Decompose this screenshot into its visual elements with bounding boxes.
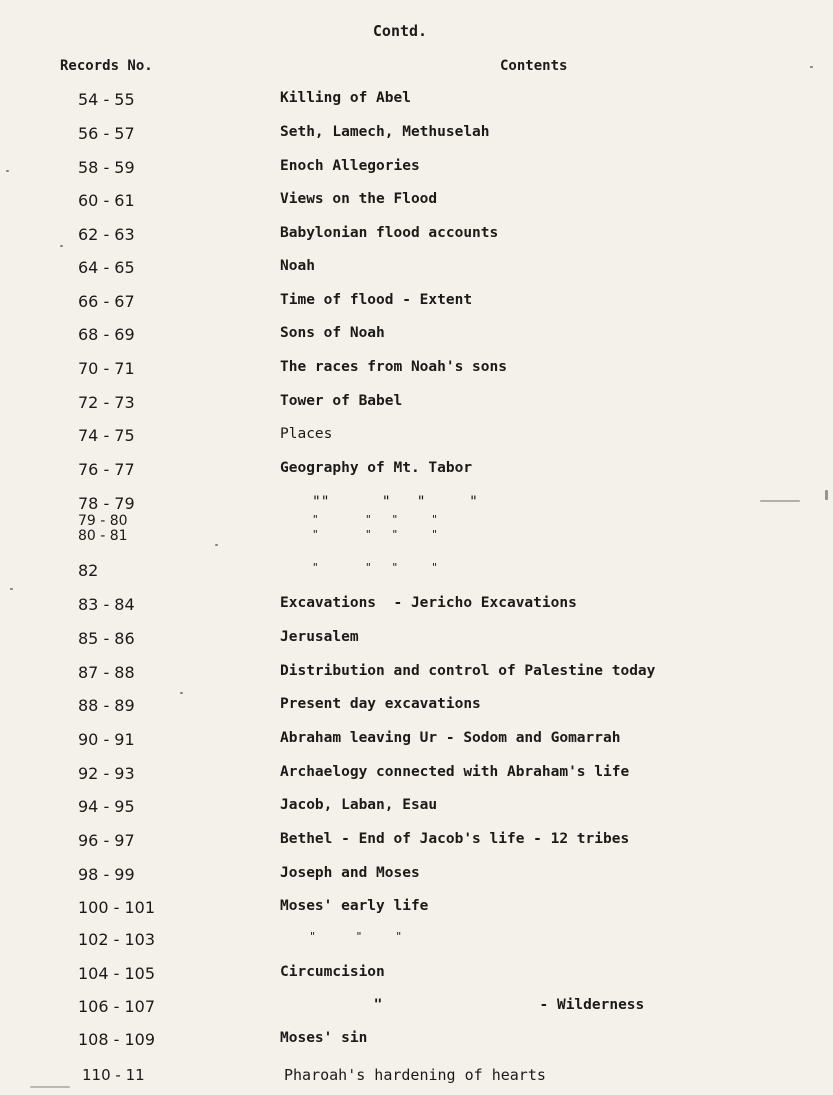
record-number: 54 - 55 [78,90,135,109]
scan-speck [810,66,813,68]
table-row [0,158,833,180]
record-contents: Circumcision [280,964,385,980]
table-row [0,225,833,247]
record-contents: Abraham leaving Ur - Sodom and Gomarrah [280,730,621,746]
table-row [0,797,833,819]
table-row [0,124,833,146]
table-row [0,930,833,952]
record-number: 64 - 65 [78,258,135,277]
record-number: 106 - 107 [78,997,156,1016]
scan-speck [180,692,183,694]
record-contents: "" " " " [312,494,478,510]
table-row [0,865,833,887]
record-number: 60 - 61 [78,191,135,210]
record-contents: Moses' early life [280,898,429,914]
table-row [0,764,833,786]
record-contents: The races from Noah's sons [280,359,507,375]
record-number: 100 - 101 [78,898,156,917]
record-contents: Present day excavations [280,696,481,712]
record-number: 66 - 67 [78,292,135,311]
table-row [0,730,833,752]
table-row [0,629,833,651]
record-number: 92 - 93 [78,764,135,783]
records-header: Records No. [60,58,153,74]
table-row [0,561,833,583]
record-contents: Jacob, Laban, Esau [280,797,438,813]
record-number: 68 - 69 [78,325,135,344]
record-number: 88 - 89 [78,696,135,715]
record-contents: Excavations - Jericho Excavations [280,595,577,611]
record-number: 96 - 97 [78,831,135,850]
record-number: 76 - 77 [78,460,135,479]
record-number: 62 - 63 [78,225,135,244]
record-contents: " " " " [312,528,438,541]
record-contents: Distribution and control of Palestine today [280,663,656,679]
record-number: 85 - 86 [78,629,135,648]
record-contents: Seth, Lamech, Methuselah [280,124,490,140]
table-row [0,595,833,617]
record-contents: Killing of Abel [280,90,411,106]
scan-speck [215,544,218,546]
record-contents: Geography of Mt. Tabor [280,460,473,476]
record-number: 83 - 84 [78,595,135,614]
record-number: 94 - 95 [78,797,135,816]
table-row [0,258,833,280]
table-row [0,90,833,112]
record-number: 58 - 59 [78,158,135,177]
table-row [0,997,833,1019]
table-row [0,325,833,347]
record-number: 108 - 109 [78,1030,156,1049]
table-row [0,191,833,213]
record-number: 98 - 99 [78,865,135,884]
record-contents: Jerusalem [280,629,359,645]
record-contents: " " " " [312,561,438,574]
page-title: Contd. [372,22,428,40]
record-contents: Sons of Noah [280,325,385,341]
record-contents: " " " [296,930,402,943]
record-contents: Archaelogy connected with Abraham's life [280,764,630,780]
record-contents: Bethel - End of Jacob's life - 12 tribes [280,831,630,847]
record-contents: Joseph and Moses [280,865,420,881]
table-row [0,1030,833,1052]
record-number: 104 - 105 [78,964,156,983]
record-contents: Babylonian flood accounts [280,225,499,241]
record-contents: Enoch Allegories [280,158,420,174]
record-number: 102 - 103 [78,930,156,949]
table-row [0,898,833,920]
record-number: 78 - 79 [78,494,135,513]
contents-header: Contents [500,58,568,74]
record-contents: Noah [280,258,315,274]
table-row [0,292,833,314]
table-row [0,1066,833,1088]
record-number: 82 [78,561,99,580]
scan-speck [60,245,63,247]
table-row [0,964,833,986]
scan-speck [10,588,13,590]
record-number: 110 - 11 [82,1066,145,1084]
record-number: 72 - 73 [78,393,135,412]
record-contents: " - Wilderness [330,997,645,1013]
record-number: 74 - 75 [78,426,135,445]
record-contents: Places [280,426,333,442]
table-row [0,696,833,718]
record-contents: Time of flood - Extent [280,292,473,308]
scan-speck [6,170,9,172]
record-number: 90 - 91 [78,730,135,749]
scan-speck [30,1086,70,1088]
record-contents: " " " " [312,513,438,526]
record-number: 56 - 57 [78,124,135,143]
record-contents: Views on the Flood [280,191,438,207]
table-row [0,528,833,550]
record-contents: Pharoah's hardening of hearts [284,1066,546,1084]
scan-speck [760,500,800,502]
scan-speck [825,490,828,500]
record-number: 80 - 81 [78,528,128,544]
record-number: 79 - 80 [78,513,128,529]
record-number: 87 - 88 [78,663,135,682]
table-row [0,359,833,381]
table-row [0,426,833,448]
table-row [0,831,833,853]
table-row [0,393,833,415]
table-row [0,460,833,482]
record-contents: Moses' sin [280,1030,368,1046]
record-number: 70 - 71 [78,359,135,378]
table-row [0,663,833,685]
record-contents: Tower of Babel [280,393,403,409]
